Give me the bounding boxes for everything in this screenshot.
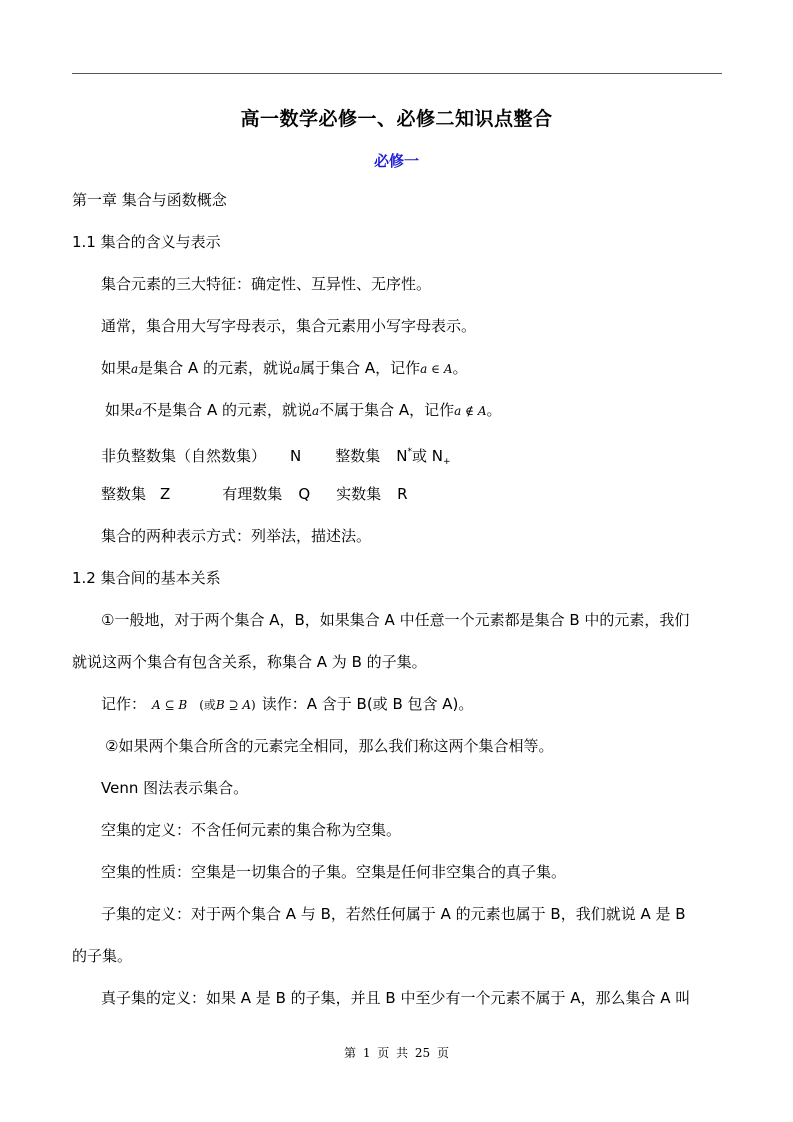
page-footer: 第 1 页 共 25 页 (344, 1046, 449, 1060)
label-rationals: 有理数集 (222, 485, 283, 503)
reading: 读作：A 含于 B(或 B 包含 A)。 (261, 695, 474, 713)
math-expression: a ∈ A (420, 362, 453, 376)
section-heading-1-1: 1.1 集合的含义与表示 (72, 233, 221, 251)
subscript-plus: + (443, 457, 451, 467)
paragraph-subset-def-line2: 的子集。 (72, 947, 133, 965)
math-expression: a ∉ A (454, 404, 487, 418)
text: 如果 (105, 401, 136, 419)
paragraph-subset-def-line1: 子集的定义：对于两个集合 A 与 B，若然任何属于 A 的元素也属于 B，我们就说 A 是 B (101, 905, 686, 923)
math-superset: B ⊇ A (215, 698, 252, 712)
paragraph-proper-subset-line1: 真子集的定义：如果 A 是 B 的子集，并且 B 中至少有一个元素不属于 A，那么集合 A 叫 (101, 989, 691, 1007)
text: 属于集合 A，记作 (300, 359, 421, 377)
symbol-r: R (397, 485, 408, 503)
text: 如果 (101, 359, 132, 377)
math-a: a (131, 362, 139, 376)
superscript-star: * (407, 447, 412, 457)
text: 是集合 A 的元素，就说 (138, 359, 293, 377)
text: 。 (452, 359, 468, 377)
paragraph-equal-sets: ②如果两个集合所含的元素完全相同，那么我们称这两个集合相等。 (105, 737, 554, 755)
paragraph-subset-line1: ①一般地，对于两个集合 A，B，如果集合 A 中任意一个元素都是集合 B 中的元素，我们 (101, 611, 690, 629)
chapter-heading: 第一章 集合与函数概念 (72, 191, 227, 209)
paragraph-empty-set-def: 空集的定义：不含任何元素的集合称为空集。 (101, 821, 402, 839)
paragraph-element-properties: 集合元素的三大特征：确定性、互异性、无序性。 (101, 275, 432, 293)
label-positive-integers: 整数集 (335, 447, 381, 465)
math-paren-open: (或 (199, 698, 216, 712)
document-subtitle: 必修一 (373, 152, 419, 170)
symbol-q: Q (298, 485, 311, 503)
math-a: a (311, 404, 320, 418)
paragraph-venn: Venn 图法表示集合。 (101, 779, 249, 797)
label-reals: 实数集 (336, 485, 382, 503)
paragraph-membership (101, 358, 468, 379)
paragraph-subset-line2: 就说这两个集合有包含关系，称集合 A 为 B 的子集。 (72, 653, 427, 671)
document-title: 高一数学必修一、必修二知识点整合 (240, 108, 553, 130)
text: 不是集合 A 的元素，就说 (142, 401, 312, 419)
math-a: a (292, 362, 301, 376)
paragraph-notation: 通常，集合用大写字母表示，集合元素用小写字母表示。 (101, 317, 477, 335)
text-or-n: 或 N (412, 447, 443, 465)
paragraph-non-membership (105, 400, 502, 421)
label: 记作： (101, 695, 147, 713)
section-heading-1-2: 1.2 集合间的基本关系 (72, 569, 221, 587)
paragraph-subset-notation (101, 694, 473, 715)
text: 。 (486, 401, 502, 419)
label-integers: 整数集 (101, 485, 147, 503)
math-a: a (135, 404, 143, 418)
paragraph-representation: 集合的两种表示方式：列举法，描述法。 (101, 527, 372, 545)
text: 不属于集合 A，记作 (319, 401, 455, 419)
header-rule (72, 73, 722, 74)
symbol-z: Z (160, 485, 171, 503)
math-subset: A ⊆ B (152, 698, 188, 712)
symbol-n-star: N (396, 447, 408, 465)
label-nonnegative-integers: 非负整数集（自然数集） (101, 447, 267, 465)
paragraph-empty-set-props: 空集的性质：空集是一切集合的子集。空集是任何非空集合的真子集。 (101, 863, 567, 881)
paragraph-number-sets-1 (101, 442, 451, 472)
symbol-n: N (290, 447, 302, 465)
math-paren-close: ) (251, 698, 256, 712)
paragraph-number-sets-2 (101, 484, 408, 504)
